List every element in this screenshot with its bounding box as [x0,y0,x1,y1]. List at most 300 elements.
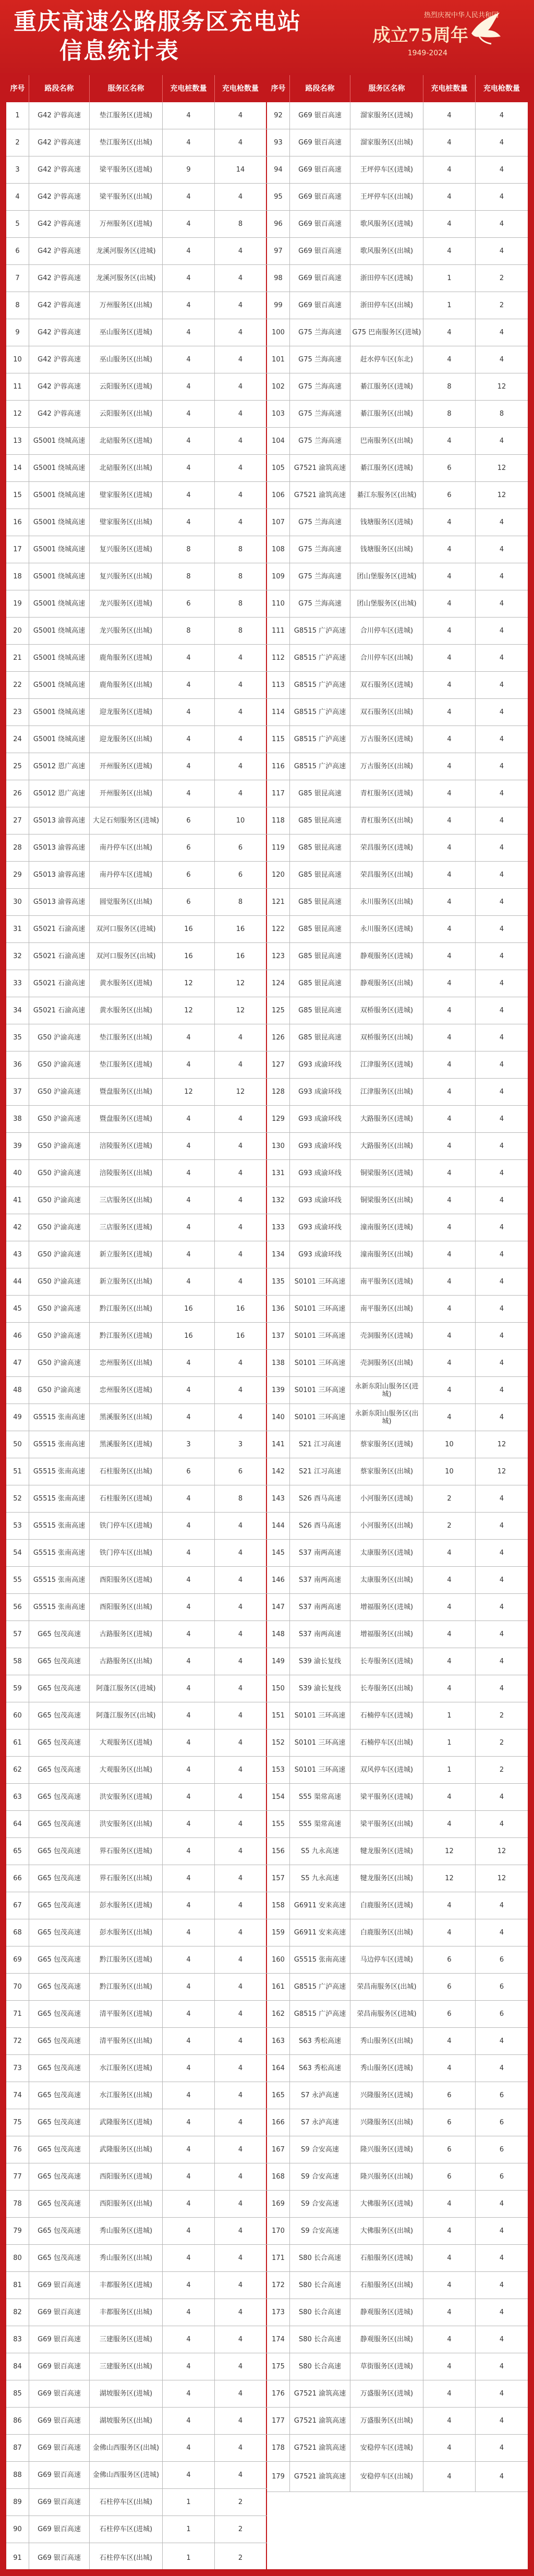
table-row [267,1431,528,1458]
seq-cell: 133 [267,1214,290,1241]
seq-cell: 109 [267,563,290,590]
road-cell: G42 沪蓉高速 [29,129,90,156]
gun-count-cell: 6 [499,1956,504,1964]
seq-cell: 134 [267,1241,290,1268]
pile-count-cell: 4 [423,129,476,156]
road-cell: G5001 绕城高速 [29,428,90,454]
pile-count-cell: 4 [423,1187,476,1214]
table-row [6,1702,267,1730]
road-cell: G50 沪渝高速 [29,1160,90,1187]
gun-count-cell: 4 [499,681,504,689]
pile-count-cell: 4 [163,699,215,725]
service-area-cell: 金佛山西服务区(进城) [90,2462,163,2488]
pile-count-cell: 4 [423,1404,476,1431]
pile-count-cell: 16 [163,943,215,970]
header-road: 路段名称 [290,75,350,102]
pile-count-cell: 4 [423,2055,476,2082]
service-area-cell: 南平服务区(进城) [350,1268,423,1295]
road-cell: G50 沪渝高速 [29,1133,90,1159]
gun-count-cell: 2 [215,2543,267,2569]
table-row [267,970,528,997]
pile-count-cell: 4 [163,1621,215,1648]
seq-cell: 145 [267,1540,290,1566]
table-row [267,1811,528,1838]
seq-cell: 137 [267,1323,290,1349]
pile-count-cell: 4 [423,2326,476,2353]
seq-cell: 34 [6,997,29,1024]
service-area-cell: 西阳服务区(出城) [90,2191,163,2217]
pile-count-cell: 6 [423,455,476,481]
table-row [267,862,528,889]
seq-cell: 101 [267,346,290,373]
seq-cell: 70 [6,1974,29,2000]
road-cell: G5021 石渝高速 [29,943,90,970]
seq-cell: 149 [267,1648,290,1675]
seq-cell: 36 [6,1051,29,1078]
service-area-cell: 龙兴服务区(进城) [90,590,163,617]
gun-count-cell: 4 [499,1359,504,1367]
pile-count-cell: 4 [423,943,476,970]
pile-count-cell: 4 [163,129,215,156]
service-area-cell: 新立服务区(出城) [90,1268,163,1295]
gun-count-cell: 4 [499,1386,504,1394]
pile-count-cell: 4 [163,1350,215,1376]
road-cell: G75 兰海高速 [290,428,350,454]
service-area-cell: 秀山服务区(进城) [90,2218,163,2244]
gun-count-cell: 4 [499,898,504,906]
table-row [267,1160,528,1187]
gun-count-cell: 6 [499,2146,504,2154]
gun-count-cell: 4 [499,2444,504,2452]
gun-count-cell: 4 [215,780,267,807]
gun-count-cell: 12 [497,383,506,391]
service-area-cell: 垫江服务区(进城) [90,102,163,129]
service-area-cell: 石柱服务区(进城) [90,1485,163,1512]
seq-cell: 61 [6,1730,29,1756]
service-area-cell: 长寿服务区(进城) [350,1648,423,1675]
road-cell: G93 成渝环线 [290,1160,350,1187]
service-area-cell: 永新东阳山服务区(出城) [350,1404,423,1431]
table-row [6,2489,267,2516]
table-row [6,102,267,129]
road-cell: G8515 广泸高速 [290,645,350,671]
pile-count-cell: 4 [163,1675,215,1702]
gun-count-cell: 4 [215,1513,267,1539]
service-area-cell: 璧家服务区(进城) [90,482,163,509]
service-area-cell: 洪安服务区(出城) [90,1811,163,1837]
pile-count-cell: 4 [163,2299,215,2326]
road-cell: S0101 三环高速 [290,1730,350,1756]
seq-cell: 88 [6,2462,29,2488]
table-row [6,2218,267,2245]
gun-count-cell: 4 [215,1675,267,1702]
service-area-cell: 蔡家服务区(出城) [350,1458,423,1485]
gun-count-cell: 4 [215,428,267,454]
pile-count-cell: 4 [423,1892,476,1919]
road-cell: G65 包茂高速 [29,1892,90,1919]
service-area-cell: 黑溪服务区(进城) [90,1431,163,1458]
gun-count-cell: 4 [215,1784,267,1810]
road-cell: G7521 渝筑高速 [290,2408,350,2434]
road-cell: G5012 恩广高速 [29,753,90,780]
gun-count-cell: 4 [215,1594,267,1620]
service-area-cell: 垫江服务区(出城) [90,1024,163,1051]
pile-count-cell: 4 [163,509,215,536]
seq-cell: 27 [6,807,29,834]
gun-count-cell: 4 [499,193,504,201]
table-row [267,129,528,156]
pile-count-cell: 10 [423,1458,476,1485]
table-row [267,156,528,184]
table-row [267,2191,528,2218]
road-cell: G5001 绕城高速 [29,672,90,698]
gun-count-cell: 4 [499,1820,504,1828]
service-area-cell: 暨盘服务区(出城) [90,1079,163,1105]
service-area-cell: 梁平服务区(出城) [350,1811,423,1837]
table-row [6,2163,267,2191]
gun-count-cell: 4 [215,102,267,129]
road-cell: G75 兰海高速 [290,509,350,536]
table-row [267,265,528,292]
road-cell: G5515 张南高速 [29,1431,90,1458]
seq-cell: 49 [6,1404,29,1431]
pile-count-cell: 4 [163,2380,215,2407]
seq-cell: 46 [6,1323,29,1349]
seq-cell: 55 [6,1567,29,1593]
pile-count-cell: 4 [163,1784,215,1810]
gun-count-cell: 12 [497,1468,506,1476]
road-cell: G85 银昆高速 [290,780,350,807]
road-cell: G69 银百高速 [290,184,350,210]
gun-count-cell: 16 [215,1296,267,1322]
service-area-cell: 青杠服务区(出城) [350,807,423,834]
table-row [6,1675,267,1702]
road-cell: S0101 三环高速 [290,1404,350,1431]
pile-count-cell: 4 [423,1296,476,1322]
service-area-cell: 湖坡服务区(进城) [90,2380,163,2407]
table-row [267,1946,528,1974]
road-cell: G75 兰海高速 [290,563,350,590]
gun-count-cell: 4 [215,2299,267,2326]
seq-cell: 22 [6,672,29,698]
service-area-cell: 马边停车区(进城) [350,1946,423,1973]
gun-count-cell: 16 [215,943,267,970]
seq-cell: 31 [6,916,29,942]
seq-cell: 162 [267,2001,290,2027]
seq-cell: 90 [6,2516,29,2543]
table-row [6,645,267,672]
seq-cell: 124 [267,970,290,997]
table-row [267,1675,528,1702]
page-header [0,0,534,73]
road-cell: G5013 渝蓉高速 [29,862,90,888]
road-cell: G7521 渝筑高速 [290,2380,350,2407]
table-row [6,1485,267,1513]
gun-count-cell: 2 [215,2516,267,2543]
service-area-cell: 梁平服务区(进城) [350,1784,423,1810]
gun-count-cell: 4 [499,2363,504,2371]
table-row [267,428,528,455]
service-area-cell: 三店服务区(出城) [90,1187,163,1214]
gun-count-cell: 16 [215,916,267,942]
pile-count-cell: 4 [423,184,476,210]
pile-count-cell: 1 [423,265,476,292]
pile-count-cell: 4 [163,1513,215,1539]
gun-count-cell: 4 [499,1034,504,1042]
gun-count-cell: 4 [215,1865,267,1892]
pile-count-cell: 4 [163,1024,215,1051]
gun-count-cell: 4 [215,1106,267,1132]
pile-count-cell: 4 [163,211,215,237]
road-cell: G5515 张南高速 [29,1513,90,1539]
seq-cell: 147 [267,1594,290,1620]
pile-count-cell: 6 [423,1974,476,2000]
table-row [267,1241,528,1268]
pile-count-cell: 4 [163,1648,215,1675]
gun-count-cell: 4 [215,401,267,427]
seq-cell: 12 [6,401,29,427]
service-area-cell: 梁平服务区(进城) [90,156,163,183]
road-cell: S9 合安高速 [290,2191,350,2217]
gun-count-cell: 4 [499,2281,504,2289]
service-area-cell: 双桥服务区(进城) [350,997,423,1024]
pile-count-cell: 9 [163,156,215,183]
road-cell: G69 银百高速 [29,2380,90,2407]
road-cell: G69 银百高速 [290,265,350,292]
table-row [6,1865,267,1892]
pile-count-cell: 8 [423,401,476,427]
service-area-cell: 大足石刻服务区(进城) [90,807,163,834]
pile-count-cell: 1 [423,292,476,319]
road-cell: G93 成渝环线 [290,1187,350,1214]
road-cell: G65 包茂高速 [29,1621,90,1648]
table-row [6,129,267,156]
table-row [267,997,528,1024]
table-row [267,2082,528,2109]
gun-count-cell: 4 [499,2200,504,2208]
road-cell: G42 沪蓉高速 [29,102,90,129]
gun-count-cell: 4 [215,1811,267,1837]
seq-cell: 72 [6,2028,29,2054]
seq-cell: 5 [6,211,29,237]
gun-count-cell: 4 [215,726,267,753]
table-row [267,1919,528,1946]
badge-years-text: 1949-2024 [407,49,447,57]
table-row [6,1974,267,2001]
service-area-cell: 武隆服务区(进城) [90,2109,163,2136]
service-area-cell: 水江服务区(出城) [90,2082,163,2109]
pile-count-cell: 6 [163,807,215,834]
table-row [6,1838,267,1865]
gun-count-cell: 8 [215,1485,267,1512]
seq-cell: 106 [267,482,290,509]
seq-cell: 19 [6,590,29,617]
seq-cell: 78 [6,2191,29,2217]
page-title: 重庆高速公路服务区充电站 [14,8,301,35]
pile-count-cell: 4 [163,2028,215,2054]
road-cell: G69 银百高速 [290,292,350,319]
road-cell: G50 沪渝高速 [29,1241,90,1268]
service-area-cell: 黄水服务区(出城) [90,997,163,1024]
road-cell: G93 成渝环线 [290,1133,350,1159]
seq-cell: 123 [267,943,290,970]
pile-count-cell: 4 [163,1919,215,1946]
road-cell: G5013 渝蓉高速 [29,807,90,834]
seq-cell: 85 [6,2380,29,2407]
pile-count-cell: 4 [423,156,476,183]
gun-count-cell: 4 [215,238,267,264]
table-row [6,2408,267,2435]
gun-count-cell: 4 [215,1404,267,1431]
pile-count-cell: 4 [163,2245,215,2271]
service-area-cell: 永川服务区(出城) [350,889,423,915]
table-row [6,1106,267,1133]
gun-count-cell: 4 [499,1061,504,1069]
pile-count-cell: 4 [423,1106,476,1132]
road-cell: G50 沪渝高速 [29,1377,90,1404]
table-row [6,943,267,970]
pile-count-cell: 4 [423,2462,476,2492]
gun-count-cell: 8 [215,536,267,563]
seq-cell: 158 [267,1892,290,1919]
pile-count-cell: 4 [423,753,476,780]
table-row [267,292,528,319]
road-cell: G42 沪蓉高速 [29,346,90,373]
pile-count-cell: 4 [163,1404,215,1431]
table-row [6,699,267,726]
service-area-cell: 三建服务区(进城) [90,2326,163,2353]
pile-count-cell: 4 [423,428,476,454]
table-row [267,1214,528,1241]
gun-count-cell: 4 [215,2109,267,2136]
pile-count-cell: 4 [163,2109,215,2136]
pile-count-cell: 2 [423,1513,476,1539]
table-row [6,1187,267,1214]
road-cell: G5515 张南高速 [29,1458,90,1485]
pile-count-cell: 4 [423,1079,476,1105]
gun-count-cell: 4 [215,2001,267,2027]
pile-count-cell: 4 [423,1160,476,1187]
seq-cell: 176 [267,2380,290,2407]
road-cell: G65 包茂高速 [29,2163,90,2190]
service-area-cell: 双石服务区(出城) [350,699,423,725]
table-row [6,2245,267,2272]
pile-count-cell: 4 [423,2353,476,2380]
gun-count-cell: 4 [215,1730,267,1756]
seq-cell: 164 [267,2055,290,2082]
seq-cell: 66 [6,1865,29,1892]
gun-count-cell: 4 [215,1648,267,1675]
service-area-cell: 壳洞服务区(进城) [350,1323,423,1349]
service-area-cell: 万盛服务区(进城) [350,2380,423,2407]
service-area-cell: 万州服务区(出城) [90,292,163,319]
seq-cell: 62 [6,1757,29,1783]
gun-count-cell: 16 [215,1323,267,1349]
gun-count-cell: 2 [499,1712,504,1720]
pile-count-cell: 6 [163,590,215,617]
table-row [267,1458,528,1485]
seq-cell: 131 [267,1160,290,1187]
service-area-cell: 云阳服务区(进城) [90,373,163,400]
road-cell: G65 包茂高速 [29,2028,90,2054]
gun-count-cell: 4 [215,129,267,156]
service-area-cell: 浙田停车区(出城) [350,292,423,319]
table-row [6,780,267,807]
seq-cell: 125 [267,997,290,1024]
service-area-cell: 钱塘服务区(出城) [350,536,423,563]
table-row [6,916,267,943]
table-row [267,1051,528,1079]
service-area-cell: 双风停车区(进城) [350,1757,423,1783]
pile-count-cell: 6 [423,2109,476,2136]
service-area-cell: 隆兴服务区(进城) [350,2136,423,2163]
road-cell: G7521 渝筑高速 [290,455,350,481]
table-row [267,211,528,238]
gun-count-cell: 4 [215,2326,267,2353]
road-cell: G5001 绕城高速 [29,726,90,753]
pile-count-cell: 4 [163,2462,215,2488]
header-pile-count: 充电桩数量 [423,75,476,102]
pile-count-cell: 4 [423,1323,476,1349]
table-row [267,1865,528,1892]
table-row [6,2109,267,2136]
seq-cell: 127 [267,1051,290,1078]
table-row [6,807,267,835]
seq-cell: 43 [6,1241,29,1268]
table-row [6,1268,267,1296]
road-cell: G50 沪渝高速 [29,1106,90,1132]
table-row [6,1621,267,1648]
header-pile-count: 充电桩数量 [163,75,215,102]
road-cell: S55 渠常高速 [290,1811,350,1837]
seq-cell: 24 [6,726,29,753]
table-row [6,2272,267,2299]
table-row [267,2245,528,2272]
service-area-cell: 复兴服务区(出城) [90,563,163,590]
pile-count-cell: 4 [423,238,476,264]
road-cell: S7 永泸高速 [290,2082,350,2109]
service-area-cell: 龙溪河服务区(进城) [90,238,163,264]
service-area-cell: 武隆服务区(出城) [90,2136,163,2163]
table-row [267,1268,528,1296]
table-row [267,2435,528,2462]
table-row [267,1621,528,1648]
seq-cell: 23 [6,699,29,725]
seq-cell: 18 [6,563,29,590]
service-area-cell: 忠州服务区(出城) [90,1350,163,1376]
dove-icon [467,7,504,49]
gun-count-cell: 4 [499,1332,504,1340]
gun-count-cell: 4 [215,2191,267,2217]
pile-count-cell: 4 [423,1133,476,1159]
table-row [6,2299,267,2326]
pile-count-cell: 4 [423,1540,476,1566]
table-row [6,753,267,780]
road-cell: G5001 绕城高速 [29,699,90,725]
table-row [6,482,267,509]
table-row [6,238,267,265]
gun-count-cell: 12 [215,970,267,997]
service-area-cell: 歌风服务区(出城) [350,238,423,264]
road-cell: S26 酉马高速 [290,1513,350,1539]
gun-count-cell: 2 [499,1739,504,1747]
service-area-cell: 界石服务区(进城) [90,1838,163,1865]
service-area-cell: 鹿角服务区(出城) [90,672,163,698]
table-row [267,943,528,970]
seq-cell: 156 [267,1838,290,1865]
seq-cell: 17 [6,536,29,563]
seq-cell: 178 [267,2435,290,2461]
